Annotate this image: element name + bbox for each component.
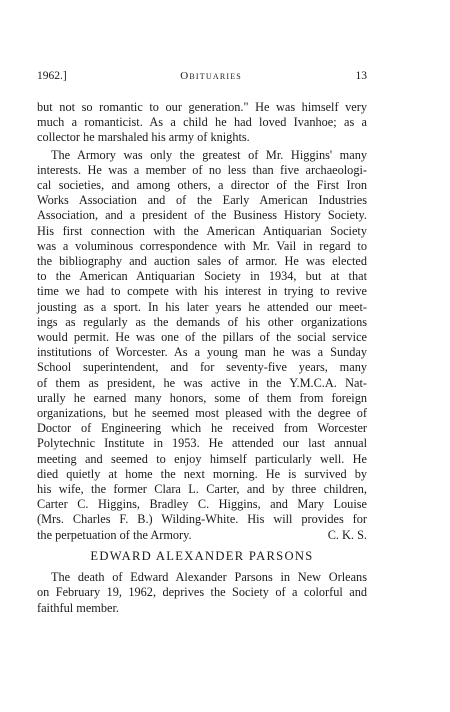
text-line: Carter C. Higgins, Bradley C. Higgins, and Mary Louise xyxy=(37,497,367,512)
text-line: Polytechnic Institute in 1953. He attended our last annual xyxy=(37,436,367,451)
text-line: His first connection with the American Antiquarian Society xyxy=(37,223,367,238)
section-heading: EDWARD ALEXANDER PARSONS xyxy=(90,548,314,563)
text-line: on February 19, 1962, deprives the Society of a colorful and xyxy=(37,585,367,600)
paragraph-3 xyxy=(37,570,367,616)
text-line: (Mrs. Charles F. B.) Wilding-White. His will provides for xyxy=(37,512,367,527)
author-signature: C. K. S. xyxy=(327,527,367,542)
text-line: much a romanticist. As a child he had loved Ivanhoe; as a xyxy=(37,115,367,130)
running-head xyxy=(37,70,367,86)
text-line: the bibliography and auction sales of armor. He was elected xyxy=(37,254,367,269)
text-line: Works Association and of the Early American Industries xyxy=(37,193,367,208)
text-line: Association, and a president of the Business History Society. xyxy=(37,208,367,223)
text-line: ings as regularly as the demands of his other organizations xyxy=(37,314,367,329)
text-line: to the American Antiquarian Society in 1934, but at that xyxy=(37,269,367,284)
text-line: institutions of Worcester. As a young man he was a Sunday xyxy=(37,345,367,360)
text-line: interests. He was a member of no less than five archaeologi- xyxy=(37,162,367,177)
paragraph-1 xyxy=(37,100,367,146)
text-line: meeting and seemed to enjoy himself particularly well. He xyxy=(37,451,367,466)
text-line: was a voluminous correspondence with Mr. Vail in regard to xyxy=(37,238,367,253)
text-line: The death of Edward Alexander Parsons in New Orleans xyxy=(51,570,367,585)
text-line: cal societies, and among others, a director of the First Iron xyxy=(37,178,367,193)
text-line: faithful member. xyxy=(37,600,119,615)
text-line: collector he marshaled his army of knights. xyxy=(37,130,250,145)
running-head-title: Obituaries xyxy=(180,70,242,82)
text-line: the perpetuation of the Armory. xyxy=(37,527,192,542)
text-line: his wife, the former Clara L. Carter, and by three children, xyxy=(37,482,367,497)
text-line: time we had to compete with his interest in trying to revive xyxy=(37,284,367,299)
text-line: jousting as a sport. In his later years he attended our meet- xyxy=(37,299,367,314)
text-line: but not so romantic to our generation." He was himself very xyxy=(37,100,367,114)
text-line: Doctor of Engineering which he received from Worcester xyxy=(37,421,367,436)
book-page xyxy=(37,70,367,616)
text-line: School superintendent, and for seventy-five years, many xyxy=(37,360,367,375)
running-head-date: 1962.] xyxy=(37,70,67,82)
text-line: The Armory was only the greatest of Mr. Higgins' many xyxy=(51,147,367,162)
text-line: urally he earned many honors, some of them from foreign xyxy=(37,390,367,405)
text-line: organizations, but he seemed most pleased with the degree of xyxy=(37,406,367,421)
page-number: 13 xyxy=(355,70,367,82)
text-line: died quietly at home the next morning. He is survived by xyxy=(37,466,367,481)
closing-line xyxy=(37,528,367,543)
text-line: of them as president, he was active in the Y.M.C.A. Nat- xyxy=(37,375,367,390)
obituary-text xyxy=(37,100,367,616)
text-line: would permit. He was one of the pillars of the social service xyxy=(37,330,367,345)
paragraph-2 xyxy=(37,148,367,543)
